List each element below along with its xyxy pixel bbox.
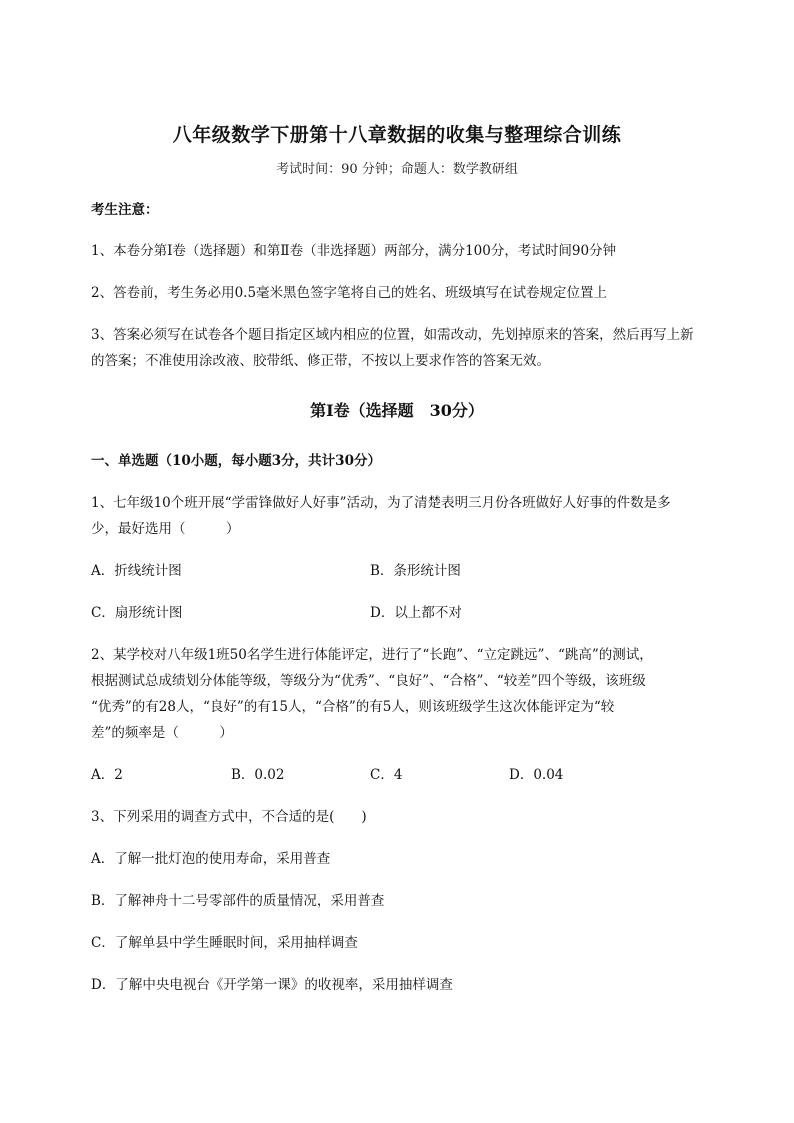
question-2-line-3: “优秀”的有28人，“良好”的有15人，“合格”的有5人，则该班级学生这次体能评定为“较 [91, 699, 615, 715]
question-2-line-1: 2、某学校对八年级1班50名学生进行体能评定，进行了“长跑”、“立定跳远”、“跳高”的测试， [91, 647, 653, 663]
question-1-option-a: A．折线统计图 [91, 563, 182, 579]
part-heading: 一、单选题（10小题，每小题3分，共计30分） [91, 453, 381, 469]
question-1-option-d: D．以上都不对 [370, 605, 462, 621]
question-1-line-1: 1、七年级10个班开展“学雷锋做好人好事”活动，为了清楚表明三月份各班做好人好事的件数是多 [91, 495, 671, 511]
question-1-option-c: C．扇形统计图 [91, 605, 183, 621]
question-2-line-4: 差”的频率是（ ） [91, 725, 233, 741]
notice-item-3: 3、答案必须写在试卷各个题目指定区域内相应的位置，如需改动，先划掉原来的答案，然后再写上新 [91, 327, 694, 343]
question-2-line-2: 根据测试总成绩划分体能等级，等级分为“优秀”、“良好”、“合格”、“较差”四个等级，该班级 [91, 673, 646, 689]
question-2-option-c: C．4 [370, 767, 403, 783]
notice-item-2: 2、答卷前，考生务必用0.5毫米黑色签字笔将自己的姓名、班级填写在试卷规定位置上 [91, 285, 608, 301]
notice-heading: 考生注意： [91, 202, 159, 218]
notice-item-1: 1、本卷分第I卷（选择题）和第Ⅱ卷（非选择题）两部分，满分100分，考试时间90分钟 [91, 243, 617, 259]
question-1-line-2: 少，最好选用（ ） [91, 521, 240, 537]
question-3-option-d: D．了解中央电视台《开学第一课》的收视率，采用抽样调查 [91, 977, 453, 993]
question-2-option-d: D．0.04 [509, 767, 564, 783]
question-3-option-b: B．了解神舟十二号零部件的质量情况，采用普查 [91, 893, 385, 909]
question-3-line-1: 3、下列采用的调查方式中，不合适的是( ) [91, 809, 367, 825]
question-1-option-b: B．条形统计图 [370, 563, 461, 579]
question-3-option-c: C．了解单县中学生睡眠时间，采用抽样调查 [91, 935, 358, 951]
section-title: 第I卷（选择题 30分） [310, 401, 484, 420]
question-3-option-a: A．了解一批灯泡的使用寿命，采用普查 [91, 851, 331, 867]
question-2-option-b: B．0.02 [231, 767, 285, 783]
question-2-option-a: A．2 [91, 767, 123, 783]
document-subtitle: 考试时间：90 分钟；命题人：数学教研组 [276, 162, 518, 177]
document-title: 八年级数学下册第十八章数据的收集与整理综合训练 [172, 124, 622, 146]
notice-item-3-continued: 的答案；不准使用涂改液、胶带纸、修正带，不按以上要求作答的答案无效。 [91, 353, 550, 369]
